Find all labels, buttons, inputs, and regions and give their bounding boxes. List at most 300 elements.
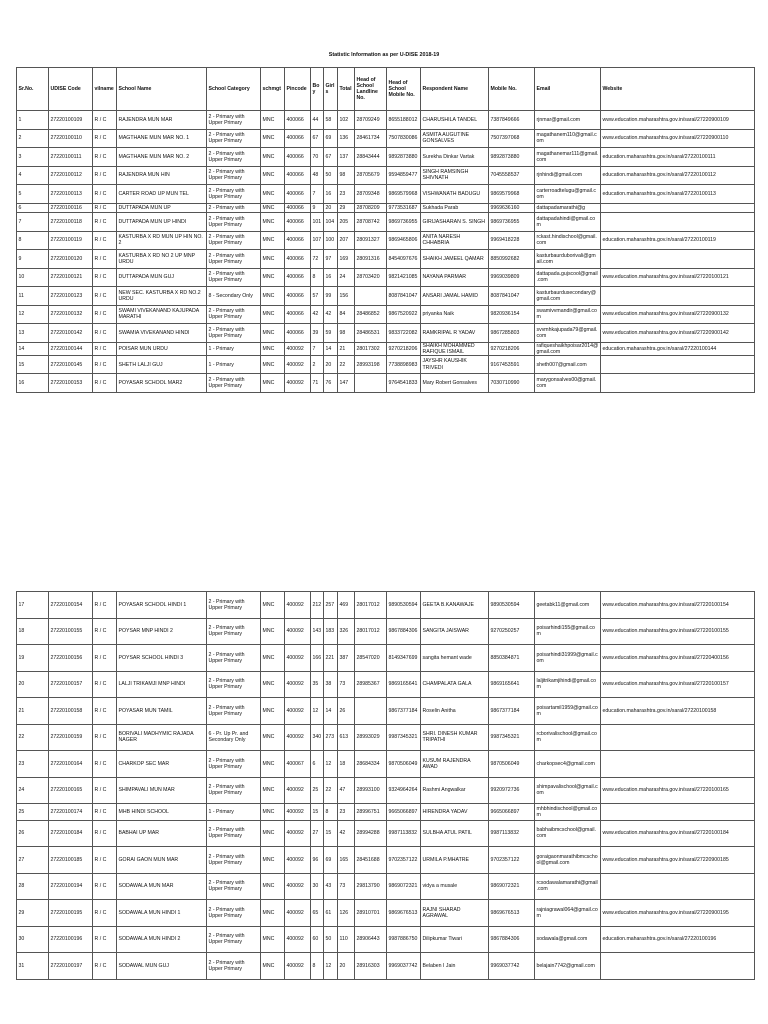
- table-cell: 9987886750: [387, 926, 421, 953]
- table-cell: Rashmi Angwalkar: [421, 777, 489, 804]
- table-cell: 29: [338, 203, 355, 213]
- table-cell: MHB HINDI SCHOOL: [117, 804, 207, 821]
- table-cell: GORAI GAON MUN MAR: [117, 847, 207, 874]
- table-cell: rckast.hindischool@gmail.com: [535, 231, 601, 250]
- table-cell: 9867377184: [489, 698, 535, 725]
- table-cell: CARTER ROAD UP MUN TEL: [117, 185, 207, 204]
- table-cell: 12: [17, 305, 49, 324]
- table-cell: 1 - Primary: [207, 355, 261, 374]
- table-cell: 96: [311, 847, 324, 874]
- table-row: [17, 287, 755, 306]
- table-cell: MNC: [261, 847, 285, 874]
- table-cell: 72: [311, 250, 324, 269]
- table-cell: 9270250257: [489, 618, 535, 645]
- table-cell: 22: [17, 724, 49, 751]
- table-row: [17, 671, 755, 698]
- table-cell: 9665066897: [489, 804, 535, 821]
- table-cell: 44: [311, 111, 324, 130]
- table-cell: RAJENDRA MUN MAR: [117, 111, 207, 130]
- table-cell: 98: [338, 166, 355, 185]
- header-cell: Pincode: [285, 68, 311, 111]
- table-cell: 15: [17, 355, 49, 374]
- table-cell: 400066: [285, 324, 311, 343]
- table-cell: R / C: [93, 231, 117, 250]
- table-cell: 9773531687: [387, 203, 421, 213]
- table-cell: POISAR MUN URDU: [117, 342, 207, 355]
- table-cell: 3: [17, 148, 49, 167]
- table-row: [17, 268, 755, 287]
- table-cell: 9869736955: [489, 213, 535, 232]
- table-cell: 71: [311, 374, 324, 393]
- table-cell: vidya a musale: [421, 873, 489, 900]
- table-cell: 28486531: [355, 324, 387, 343]
- table-cell: SODAWALA MUN MAR: [117, 873, 207, 900]
- table-cell: rcsodawalamarathi@gmail.com: [535, 873, 601, 900]
- table-cell: 20: [324, 355, 338, 374]
- table-cell: 166: [311, 645, 324, 672]
- header-cell: UDISE Code: [49, 68, 93, 111]
- table-cell: dattapadamarathi@g: [535, 203, 601, 213]
- table-cell: 9869165641: [387, 671, 421, 698]
- table-cell: 9: [17, 250, 49, 269]
- table-cell: R / C: [93, 355, 117, 374]
- table-row: [17, 213, 755, 232]
- table-cell: MNC: [261, 129, 285, 148]
- table-cell: 100: [324, 231, 338, 250]
- table-cell: MNC: [261, 953, 285, 980]
- table-cell: 28843444: [355, 148, 387, 167]
- table-row: [17, 129, 755, 148]
- table-cell: 6: [17, 203, 49, 213]
- table-cell: 8850384871: [489, 645, 535, 672]
- table-cell: MNC: [261, 873, 285, 900]
- table-cell: 9869736955: [387, 213, 421, 232]
- table-cell: 9821421085: [387, 268, 421, 287]
- table-row: [17, 751, 755, 778]
- table-cell: 9892873880: [489, 148, 535, 167]
- table-cell: MNC: [261, 804, 285, 821]
- table-cell: MNC: [261, 751, 285, 778]
- table-cell: CHARKOP SEC MAR: [117, 751, 207, 778]
- table-cell: 137: [338, 148, 355, 167]
- table-cell: charkopsec4@gmail.com: [535, 751, 601, 778]
- table-cell: 60: [311, 926, 324, 953]
- table-cell: 98: [338, 324, 355, 343]
- table-cell: 9869676513: [489, 900, 535, 927]
- table-cell: 2 - Primary with Upper Primary: [207, 618, 261, 645]
- table-cell: rajniagrawal064@gmail.com: [535, 900, 601, 927]
- table-cell: www.education.maharashtra.gov.in/saral/27220900110: [601, 129, 755, 148]
- table-cell: MNC: [261, 724, 285, 751]
- table-cell: MNC: [261, 287, 285, 306]
- table-cell: 101: [311, 213, 324, 232]
- table-cell: SWAMIA VIVEKANAND HINDI: [117, 324, 207, 343]
- table-cell: sangita hemant wade: [421, 645, 489, 672]
- table-cell: 25: [311, 777, 324, 804]
- table-row: [17, 820, 755, 847]
- table-cell: 7387849666: [489, 111, 535, 130]
- header-cell: Respondent Name: [421, 68, 489, 111]
- table-cell: www.education.maharashtra.gov.in/saral/27220100157: [601, 671, 755, 698]
- header-cell: Sr.No.: [17, 68, 49, 111]
- table-cell: 24: [17, 777, 49, 804]
- table-cell: R / C: [93, 305, 117, 324]
- school-table-page-1: [16, 67, 755, 393]
- table-cell: R / C: [93, 213, 117, 232]
- table-cell: [601, 751, 755, 778]
- table-body-page-2: [17, 592, 755, 980]
- table-cell: 7: [311, 185, 324, 204]
- header-cell: Head of School Mobile No.: [387, 68, 421, 111]
- table-row: [17, 355, 755, 374]
- table-cell: 28017012: [355, 618, 387, 645]
- table-cell: R / C: [93, 900, 117, 927]
- table-cell: 28994288: [355, 820, 387, 847]
- table-cell: NEW SEC. KASTURBA X RD NO.2 URDU: [117, 287, 207, 306]
- table-cell: laljitrikamjihindi@gmail.com: [535, 671, 601, 698]
- table-cell: 28993029: [355, 724, 387, 751]
- table-cell: 15: [324, 820, 338, 847]
- table-cell: education.maharashtra.gov.in/saral/27220100119: [601, 231, 755, 250]
- table-cell: 9969039809: [489, 268, 535, 287]
- table-cell: 340: [311, 724, 324, 751]
- table-cell: 27220100185: [49, 847, 93, 874]
- header-cell: Girls: [324, 68, 338, 111]
- table-cell: www.education.maharashtra.gov.in/saral/27220900132: [601, 305, 755, 324]
- table-cell: 2: [17, 129, 49, 148]
- table-cell: 147: [338, 374, 355, 393]
- table-cell: 27220100132: [49, 305, 93, 324]
- table-cell: education.maharashtra.gov.in/saral/27220100111: [601, 148, 755, 167]
- header-cell: Mobile No.: [489, 68, 535, 111]
- table-cell: R / C: [93, 671, 117, 698]
- table-cell: 28985367: [355, 671, 387, 698]
- table-cell: 14: [324, 698, 338, 725]
- table-cell: 61: [324, 900, 338, 927]
- table-cell: magathanemar111@gmail.com: [535, 148, 601, 167]
- table-cell: 9892873880: [387, 148, 421, 167]
- table-cell: 28708742: [355, 213, 387, 232]
- table-cell: [601, 953, 755, 980]
- table-cell: 400092: [285, 777, 311, 804]
- table-cell: 27220100145: [49, 355, 93, 374]
- table-cell: 7507397068: [489, 129, 535, 148]
- table-cell: 21: [338, 342, 355, 355]
- table-cell: 59: [324, 324, 338, 343]
- table-cell: 9820936154: [489, 305, 535, 324]
- table-row: [17, 305, 755, 324]
- table-cell: 8087841047: [387, 287, 421, 306]
- table-cell: [601, 804, 755, 821]
- table-cell: rafiqueshaikhpoisar2014@gmail.com: [535, 342, 601, 355]
- table-cell: MNC: [261, 820, 285, 847]
- table-cell: SHAIKH JAMEEL QAMAR: [421, 250, 489, 269]
- table-cell: 9270218206: [387, 342, 421, 355]
- table-cell: SANGITA JAISWAR: [421, 618, 489, 645]
- table-cell: 27220100123: [49, 287, 93, 306]
- table-cell: 9969037742: [489, 953, 535, 980]
- table-cell: swamivvmandir@gmail.com: [535, 305, 601, 324]
- table-cell: dattapadahindi@gmail.com: [535, 213, 601, 232]
- table-cell: 18: [17, 618, 49, 645]
- table-cell: 400092: [285, 374, 311, 393]
- table-cell: GIRIJASHARAN S. SINGH: [421, 213, 489, 232]
- table-cell: [601, 873, 755, 900]
- table-cell: MNC: [261, 203, 285, 213]
- table-cell: BORIVALI MADHYMIC RAJADA NAGER: [117, 724, 207, 751]
- table-cell: 7: [17, 213, 49, 232]
- table-cell: R / C: [93, 847, 117, 874]
- table-cell: R / C: [93, 166, 117, 185]
- table-cell: 29813790: [355, 873, 387, 900]
- table-row: [17, 645, 755, 672]
- table-cell: SWAMI VIVEKANAND KAJUPADA MARATHI: [117, 305, 207, 324]
- table-cell: RAJENDRA MUN HIN: [117, 166, 207, 185]
- table-cell: 2 - Primary with Upper Primary: [207, 698, 261, 725]
- header-cell: schmgt: [261, 68, 285, 111]
- table-cell: [601, 250, 755, 269]
- table-row: [17, 231, 755, 250]
- table-row: [17, 724, 755, 751]
- table-cell: 9167453591: [489, 355, 535, 374]
- table-cell: 76: [324, 374, 338, 393]
- table-cell: POYASAR SCHOOL MAR2: [117, 374, 207, 393]
- table-cell: 48: [311, 166, 324, 185]
- table-cell: 2 - Primary with Upper Primary: [207, 671, 261, 698]
- table-cell: LALJI TRIKAMJI MNP HINDI: [117, 671, 207, 698]
- table-cell: KUSUM RAJENDRA AWAD: [421, 751, 489, 778]
- table-cell: magathanem110@gmail.com: [535, 129, 601, 148]
- table-cell: 9987113832: [387, 820, 421, 847]
- table-cell: 27220100112: [49, 166, 93, 185]
- table-cell: 24: [338, 268, 355, 287]
- table-cell: 400092: [285, 671, 311, 698]
- table-cell: 28993100: [355, 777, 387, 804]
- table-cell: 50: [324, 926, 338, 953]
- table-cell: 27220100113: [49, 185, 93, 204]
- table-cell: 2 - Primary with Upper Primary: [207, 873, 261, 900]
- table-cell: 104: [324, 213, 338, 232]
- table-cell: 8: [311, 953, 324, 980]
- table-cell: 69: [324, 129, 338, 148]
- table-cell: 69: [324, 847, 338, 874]
- table-row: [17, 148, 755, 167]
- table-cell: kasturbaurdusecondary@gmail.com: [535, 287, 601, 306]
- table-row: [17, 953, 755, 980]
- table-cell: 400066: [285, 305, 311, 324]
- table-cell: MNC: [261, 268, 285, 287]
- table-cell: MNC: [261, 698, 285, 725]
- table-cell: 27220100144: [49, 342, 93, 355]
- table-cell: R / C: [93, 111, 117, 130]
- table-cell: priyanka Naik: [421, 305, 489, 324]
- table-cell: POYASAR SCHOOL HINDI 1: [117, 592, 207, 619]
- table-cell: 400066: [285, 268, 311, 287]
- table-cell: Roselin Anitha: [421, 698, 489, 725]
- table-cell: 38: [324, 671, 338, 698]
- table-cell: 9867520922: [387, 305, 421, 324]
- table-cell: 169: [338, 250, 355, 269]
- table-cell: 28: [17, 873, 49, 900]
- table-cell: 9764541833: [387, 374, 421, 393]
- table-cell: 2 - Primary with Upper Primary: [207, 592, 261, 619]
- table-cell: 2 - Primary with Upper Primary: [207, 268, 261, 287]
- header-cell: Email: [535, 68, 601, 111]
- header-cell: Website: [601, 68, 755, 111]
- table-cell: education.maharashtra.gov.in/saral/27220100144: [601, 342, 755, 355]
- table-cell: 27220100119: [49, 231, 93, 250]
- table-cell: 15: [311, 804, 324, 821]
- table-cell: 5: [17, 185, 49, 204]
- table-cell: 73: [338, 873, 355, 900]
- table-cell: 28547020: [355, 645, 387, 672]
- table-cell: 400066: [285, 287, 311, 306]
- table-cell: 11: [17, 287, 49, 306]
- table-cell: 9702357122: [489, 847, 535, 874]
- table-cell: 400092: [285, 698, 311, 725]
- table-cell: 14: [17, 342, 49, 355]
- table-cell: 35: [311, 671, 324, 698]
- table-cell: MAGTHANE MUN MAR NO. 1: [117, 129, 207, 148]
- table-cell: SHRI. DINESH KUMAR TRIPATHI: [421, 724, 489, 751]
- table-cell: R / C: [93, 751, 117, 778]
- table-cell: 84: [338, 305, 355, 324]
- table-cell: KASTURBA X RD MUN UP HIN NO. 2: [117, 231, 207, 250]
- table-cell: 8: [324, 804, 338, 821]
- table-cell: mhbhindischool@gmail.com: [535, 804, 601, 821]
- table-cell: DUTTAPADA MUN UP HINDI: [117, 213, 207, 232]
- table-cell: education.maharashtra.gov.in/saral/27220100158: [601, 698, 755, 725]
- table-cell: MNC: [261, 185, 285, 204]
- table-row: [17, 203, 755, 213]
- document-title: Statistic Information as per U-DISE 2018-19: [328, 52, 440, 58]
- table-cell: POYASAR MUN TAMIL: [117, 698, 207, 725]
- table-cell: belajain7742@gmail.com: [535, 953, 601, 980]
- table-cell: 22: [338, 355, 355, 374]
- table-cell: 2 - Primary with Upper Primary: [207, 231, 261, 250]
- table-cell: 400092: [285, 618, 311, 645]
- table-cell: R / C: [93, 203, 117, 213]
- table-cell: www.education.maharashtra.gov.in/saral/27220900142: [601, 324, 755, 343]
- table-row: [17, 342, 755, 355]
- table-cell: [355, 374, 387, 393]
- table-cell: 47: [338, 777, 355, 804]
- table-cell: MNC: [261, 148, 285, 167]
- table-row: [17, 900, 755, 927]
- table-cell: 2 - Primary with Upper Primary: [207, 305, 261, 324]
- table-cell: www.education.maharashtra.gov.in/saral/27220900185: [601, 847, 755, 874]
- table-cell: 30: [17, 926, 49, 953]
- table-cell: R / C: [93, 698, 117, 725]
- table-cell: 9869072321: [387, 873, 421, 900]
- table-row: [17, 873, 755, 900]
- table-cell: 2 - Primary with Upper Primary: [207, 324, 261, 343]
- table-cell: education.maharashtra.gov.in/saral/27220100112: [601, 166, 755, 185]
- table-cell: [355, 287, 387, 306]
- table-cell: poisartamil1959@gmail.com: [535, 698, 601, 725]
- table-cell: 73: [338, 671, 355, 698]
- table-cell: 469: [338, 592, 355, 619]
- table-cell: dattapada.gujscool@gmail.com: [535, 268, 601, 287]
- table-cell: 400092: [285, 847, 311, 874]
- table-cell: 27220100116: [49, 203, 93, 213]
- table-row: [17, 804, 755, 821]
- table-cell: 2 - Primary with Upper Primary: [207, 820, 261, 847]
- table-cell: 23: [338, 185, 355, 204]
- table-cell: 207: [338, 231, 355, 250]
- table-cell: 9867884306: [489, 926, 535, 953]
- table-cell: 9867285803: [489, 324, 535, 343]
- table-cell: 136: [338, 129, 355, 148]
- table-cell: SHAIKH MOHAMMED RAFIQUE ISMAIL: [421, 342, 489, 355]
- table-cell: 7507830086: [387, 129, 421, 148]
- header-cell: School Name: [117, 68, 207, 111]
- table-cell: 102: [338, 111, 355, 130]
- table-cell: MNC: [261, 342, 285, 355]
- table-cell: 27220100154: [49, 592, 93, 619]
- table-cell: 6: [311, 751, 324, 778]
- table-cell: 9969418228: [489, 231, 535, 250]
- table-cell: 2 - Primary with Upper Primary: [207, 166, 261, 185]
- table-row: [17, 111, 755, 130]
- table-cell: 4: [17, 166, 49, 185]
- table-cell: 400092: [285, 355, 311, 374]
- table-cell: 8655188012: [387, 111, 421, 130]
- table-cell: 9870506049: [387, 751, 421, 778]
- table-cell: 9890530594: [489, 592, 535, 619]
- table-cell: rjnhindi@gmail.com: [535, 166, 601, 185]
- table-cell: [601, 355, 755, 374]
- table-cell: 42: [324, 305, 338, 324]
- table-cell: 28486852: [355, 305, 387, 324]
- table-cell: R / C: [93, 804, 117, 821]
- table-cell: 400066: [285, 148, 311, 167]
- table-cell: 28705679: [355, 166, 387, 185]
- table-cell: SHIMPAVALI MUN MAR: [117, 777, 207, 804]
- table-cell: MNC: [261, 671, 285, 698]
- table-cell: svvmhkajupada79@gmail.com: [535, 324, 601, 343]
- table-cell: 9867884306: [387, 618, 421, 645]
- table-cell: SODAWALA MUN HINDI 1: [117, 900, 207, 927]
- table-cell: 2 - Primary with Upper Primary: [207, 645, 261, 672]
- table-cell: R / C: [93, 324, 117, 343]
- table-cell: MNC: [261, 111, 285, 130]
- table-cell: 110: [338, 926, 355, 953]
- table-cell: 27220100174: [49, 804, 93, 821]
- school-table-page-2: [16, 591, 755, 980]
- table-cell: CHARUSHILA TANDEL: [421, 111, 489, 130]
- table-cell: 25: [17, 804, 49, 821]
- table-cell: [355, 698, 387, 725]
- table-cell: 400092: [285, 342, 311, 355]
- table-cell: ASMITA AUGUTINE GONSALVES: [421, 129, 489, 148]
- table-cell: 16: [17, 374, 49, 393]
- table-cell: POYSAR SCHOOL HINDI 3: [117, 645, 207, 672]
- table-cell: 7045558537: [489, 166, 535, 185]
- table-cell: 2 - Primary with Upper Primary: [207, 111, 261, 130]
- table-cell: 13: [17, 324, 49, 343]
- table-cell: MNC: [261, 900, 285, 927]
- table-cell: 9869579968: [489, 185, 535, 204]
- table-cell: 28906443: [355, 926, 387, 953]
- table-cell: URMILA P.MHATRE: [421, 847, 489, 874]
- table-cell: R / C: [93, 618, 117, 645]
- table-cell: 8: [17, 231, 49, 250]
- table-cell: www.education.maharashtra.gov.in/saral/27220100165: [601, 777, 755, 804]
- table-cell: 9270218206: [489, 342, 535, 355]
- table-cell: 7030710990: [489, 374, 535, 393]
- table-cell: 1: [17, 111, 49, 130]
